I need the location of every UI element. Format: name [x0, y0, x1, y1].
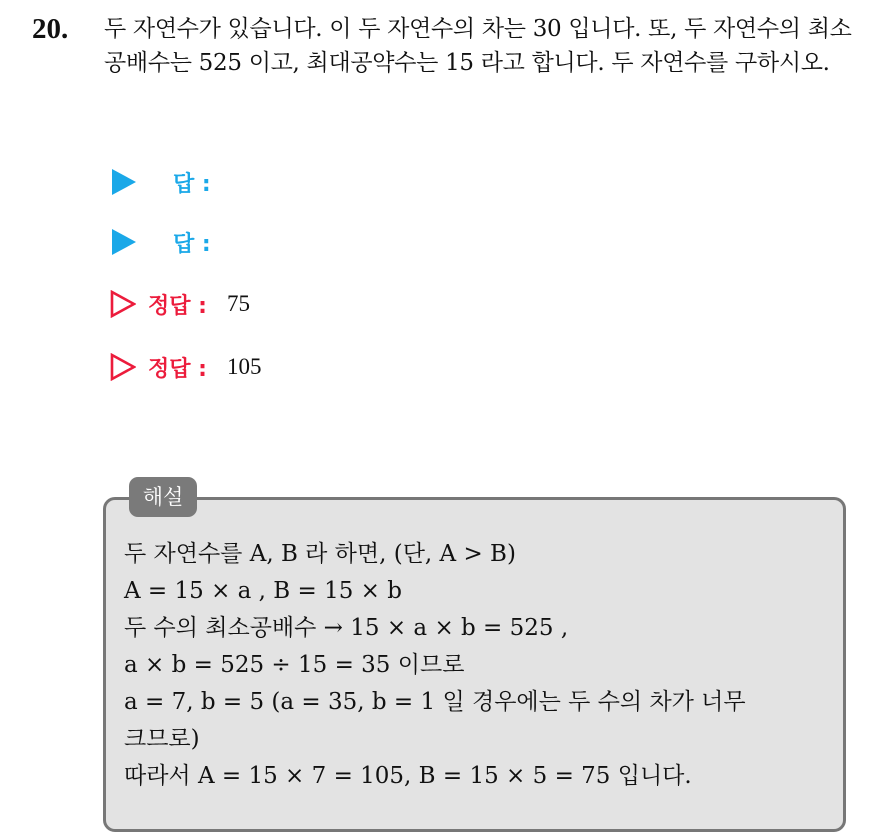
correct-answer-value: 105 [226, 354, 262, 379]
solution-badge: 해설 [129, 477, 197, 517]
question-number: 20. [32, 13, 69, 45]
solution-line: 따라서 A = 15 × 7 = 105, B = 15 × 5 = 75 입니다. [124, 763, 692, 789]
correct-answer-row-1 [110, 288, 250, 320]
correct-answer-value: 75 [226, 291, 250, 316]
answer-label: 답 : [173, 171, 211, 197]
solution-line: a = 7, b = 5 (a = 35, b = 1 일 경우에는 두 수의 차가 너무 [124, 689, 746, 715]
solution-text [124, 536, 834, 795]
outline-triangle-icon [110, 353, 136, 381]
solution-line: 두 수의 최소공배수 → 15 × a × b = 525 , [124, 615, 569, 641]
filled-triangle-icon [112, 229, 136, 255]
solution-line: a × b = 525 ÷ 15 = 35 이므로 [124, 652, 465, 678]
solution-line: 크므로) [124, 726, 200, 752]
answer-label: 답 : [173, 231, 211, 257]
correct-answer-label: 정답 : [148, 293, 207, 319]
correct-answer-label: 정답 : [148, 356, 207, 382]
answer-row-2 [110, 226, 211, 258]
outline-triangle-icon [110, 290, 136, 318]
question-text: 두 자연수가 있습니다. 이 두 자연수의 차는 30 입니다. 또, 두 자연수의 최소공배수는 525 이고, 최대공약수는 15 라고 합니다. 두 자연수를 구하시오. [104, 16, 852, 76]
filled-triangle-icon [112, 169, 136, 195]
solution-line: A = 15 × a , B = 15 × b [124, 578, 402, 604]
correct-answer-row-2 [110, 351, 261, 383]
answer-row-1 [110, 166, 211, 198]
solution-line: 두 자연수를 A, B 라 하면, (단, A > B) [124, 541, 516, 567]
